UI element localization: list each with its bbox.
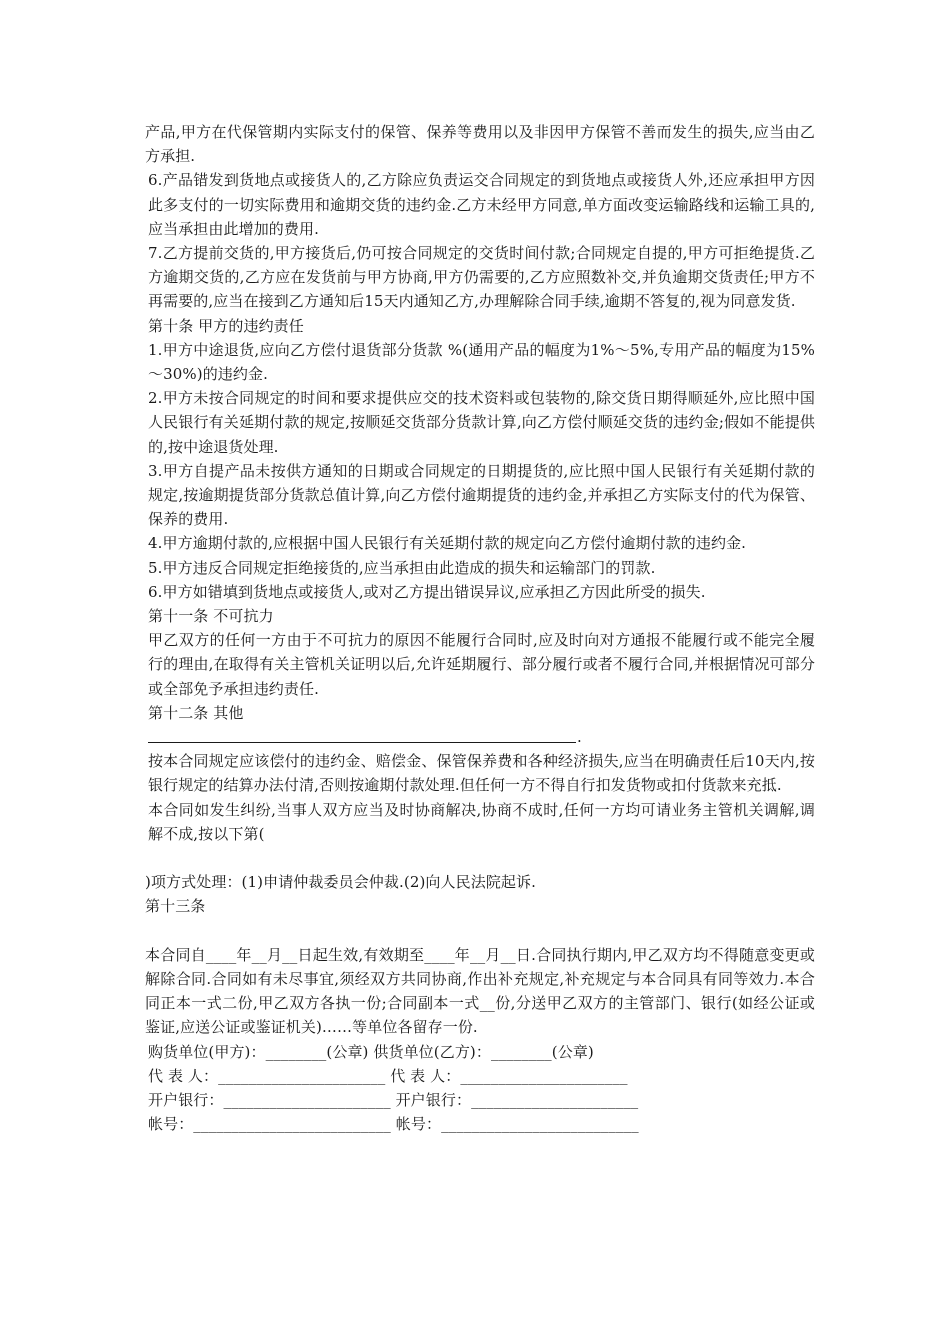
clause-10-item-5: 5.甲方违反合同规定拒绝接货的,应当承担由此造成的损失和运输部门的罚款. <box>148 558 656 577</box>
clause-12-dispute-methods: )项方式处理：(1)申请仲裁委员会仲裁.(2)向人民法院起诉. <box>145 873 536 892</box>
underline <box>148 742 576 743</box>
signature-representative: 代 表 人：______________________ 代 表 人：______________________ <box>148 1066 628 1085</box>
paragraph-storage-loss: 产品,甲方在代保管期内实际支付的保管、保养等费用以及非因甲方保管不善而发生的损失,应当由乙方承担. <box>145 123 815 166</box>
signature-buyer-seller: 购货单位(甲方)：________(公章) 供货单位(乙方)：________(公章) <box>148 1042 594 1061</box>
clause-12-dispute: 本合同如发生纠纷,当事人双方应当及时协商解决,协商不成时,任何一方均可请业务主管机关调解,调解不成,按以下第( <box>148 800 815 843</box>
clause-10-item-3: 3.甲方自提产品未按供方通知的日期或合同规定的日期提货的,应比照中国人民银行有关延期付款的规定,按逾期提货部分货款总值计算,向乙方偿付逾期提货的违约金,并承担乙方实际支付的代为保管、保养的费用. <box>148 461 815 529</box>
rule-end-period: . <box>577 728 582 747</box>
clause-10-item-2: 2.甲方未按合同规定的时间和要求提供应交的技术资料或包装物的,除交货日期得顺延外,应比照中国人民银行有关延期付款的规定,按顺延交货部分货款计算,向乙方偿付顺延交货的违约金;假如不能提供的,按中途退货处理. <box>148 389 815 456</box>
blank-fill-line <box>145 725 815 749</box>
document-page <box>145 120 815 1136</box>
clause-13-heading: 第十三条 <box>145 897 206 916</box>
clause-9-item-6: 6.产品错发到货地点或接货人的,乙方除应负责运交合同规定的到货地点或接货人外,还应承担甲方因此多支付的一切实际费用和逾期交货的违约金.乙方未经甲方同意,单方面改变运输路线和运输工具的,应当承担由此增加的费用. <box>148 171 815 238</box>
blank-line-2 <box>145 919 815 943</box>
signature-account: 帐号：__________________________ 帐号：__________________________ <box>148 1115 639 1134</box>
clause-12-compensation: 按本合同规定应该偿付的违约金、赔偿金、保管保养费和各种经济损失,应当在明确责任后10天内,按银行规定的结算办法付清,否则按逾期付款处理.但任何一方不得自行扣发货物或扣付货款来充抵. <box>148 752 815 795</box>
clause-11-heading: 第十一条 不可抗力 <box>148 607 274 626</box>
clause-10-item-6: 6.甲方如错填到货地点或接货人,或对乙方提出错误异议,应承担乙方因此所受的损失. <box>148 582 706 601</box>
clause-13-body: 本合同自____年__月__日起生效,有效期至____年__月__日.合同执行期内,甲乙双方均不得随意变更或解除合同.合同如有未尽事宜,须经双方共同协商,作出补充规定,补充规定与本合同具有同等效力.本合同正本一式二份,甲乙双方各执一份;合同副本一式__份,分送甲乙双方的主管部门、银行(如经公证或鉴证,应送公证或鉴证机关)……等单位各留存一份. <box>145 945 815 1037</box>
clause-12-heading: 第十二条 其他 <box>148 703 244 722</box>
clause-10-item-4: 4.甲方逾期付款的,应根据中国人民银行有关延期付款的规定向乙方偿付逾期付款的违约金. <box>148 534 747 553</box>
clause-11-body: 甲乙双方的任何一方由于不可抗力的原因不能履行合同时,应及时向对方通报不能履行或不能完全履行的理由,在取得有关主管机关证明以后,允许延期履行、部分履行或者不履行合同,并根据情况可部分或全部免予承担违约责任. <box>148 631 815 698</box>
signature-bank: 开户银行：______________________ 开户银行：______________________ <box>148 1091 639 1110</box>
clause-10-item-1: 1.甲方中途退货,应向乙方偿付退货部分货款 %(通用产品的幅度为1%～5%,专用产品的幅度为15%～30%)的违约金. <box>148 340 815 384</box>
clause-10-heading: 第十条 甲方的违约责任 <box>148 316 304 335</box>
blank-line <box>145 846 815 870</box>
clause-9-item-7: 7.乙方提前交货的,甲方接货后,仍可按合同规定的交货时间付款;合同规定自提的,甲方可拒绝提货.乙方逾期交货的,乙方应在发货前与甲方协商,甲方仍需要的,乙方应照数补交,并负逾期交货责任;甲方不再需要的,应当在接到乙方通知后15天内通知乙方,办理解除合同手续,逾期不答复的,视为同意发货. <box>148 244 815 311</box>
